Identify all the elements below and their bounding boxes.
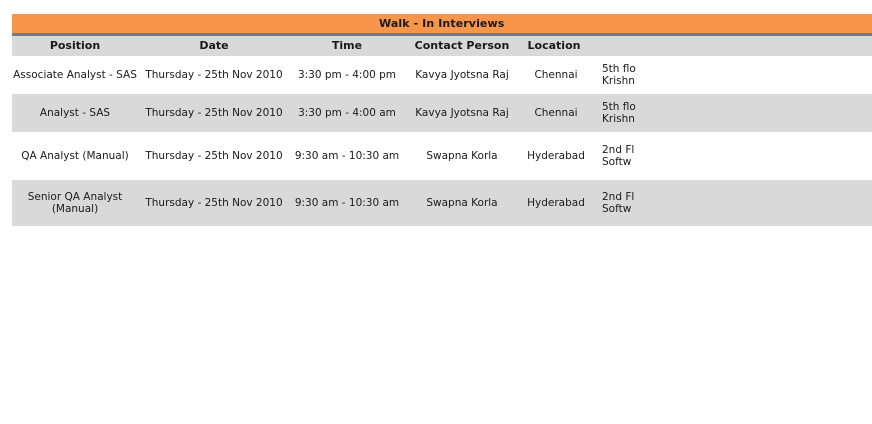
- cell-contact-person: Swapna Korla: [426, 197, 498, 209]
- cell-date: Thursday - 25th Nov 2010: [145, 107, 283, 119]
- cell-address: 2nd Fl Softw: [602, 144, 635, 168]
- cell-position: Analyst - SAS: [39, 107, 111, 119]
- column-header-date: Date: [199, 39, 229, 52]
- table-title: Walk - In Interviews: [379, 17, 505, 30]
- cell-position: Associate Analyst - SAS: [13, 69, 137, 81]
- table-row: [12, 132, 872, 180]
- column-header-contact-person: Contact Person: [414, 39, 510, 52]
- cell-position: Senior QA Analyst (Manual): [27, 191, 123, 215]
- cell-time: 3:30 pm - 4:00 pm: [297, 69, 397, 81]
- cell-address: 5th flo Krishn: [602, 101, 636, 125]
- cell-position: QA Analyst (Manual): [21, 150, 129, 162]
- table-title-bar: [12, 14, 872, 36]
- cell-contact-person: Kavya Jyotsna Raj: [415, 107, 509, 119]
- cell-location: Chennai: [534, 69, 578, 81]
- cell-date: Thursday - 25th Nov 2010: [145, 69, 283, 81]
- cell-date: Thursday - 25th Nov 2010: [145, 150, 283, 162]
- column-header-time: Time: [331, 39, 363, 52]
- table-header-row: [12, 36, 872, 56]
- cell-contact-person: Kavya Jyotsna Raj: [415, 69, 509, 81]
- cell-location: Hyderabad: [527, 197, 585, 209]
- cell-location: Chennai: [534, 107, 578, 119]
- table-row: [12, 94, 872, 132]
- cell-address: 5th flo Krishn: [602, 63, 636, 87]
- column-header-position: Position: [49, 39, 101, 52]
- cell-contact-person: Swapna Korla: [426, 150, 498, 162]
- column-header-location: Location: [527, 39, 581, 52]
- table-row: [12, 180, 872, 226]
- cell-time: 3:30 pm - 4:00 am: [298, 107, 396, 119]
- cell-date: Thursday - 25th Nov 2010: [145, 197, 283, 209]
- table-row: [12, 56, 872, 94]
- cell-location: Hyderabad: [527, 150, 585, 162]
- cell-time: 9:30 am - 10:30 am: [294, 150, 400, 162]
- cell-address: 2nd Fl Softw: [602, 191, 635, 215]
- cell-time: 9:30 am - 10:30 am: [294, 197, 400, 209]
- walk-in-interviews-table: [12, 14, 636, 226]
